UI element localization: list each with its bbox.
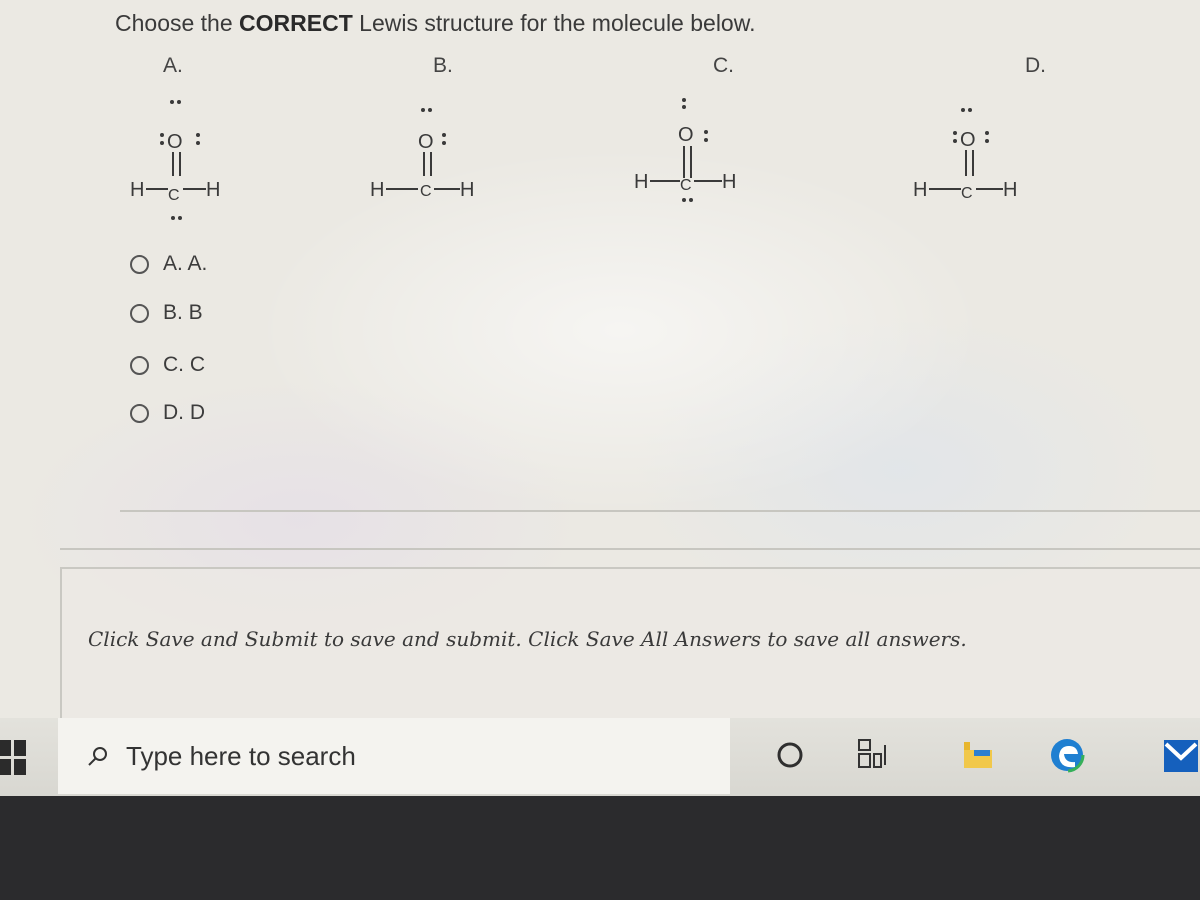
question-text: Choose the CORRECT Lewis structure for the molecule below. [115, 10, 756, 36]
svg-text:C: C [961, 185, 973, 202]
lewis-structure-a [128, 96, 248, 226]
svg-text:C: C [168, 187, 180, 204]
search-icon [86, 744, 110, 768]
divider [120, 510, 1200, 512]
svg-text:H: H [1003, 179, 1018, 201]
svg-text:O: O [960, 129, 976, 151]
windows-start-icon[interactable] [0, 738, 26, 778]
edge-icon[interactable] [1048, 736, 1086, 774]
svg-text:C: C [420, 183, 432, 200]
option-a[interactable]: A. A. [130, 249, 207, 279]
search-placeholder: Type here to search [126, 740, 356, 771]
radio-button[interactable] [130, 404, 149, 423]
svg-text:O: O [678, 124, 694, 146]
lewis-structure-b [368, 96, 488, 226]
radio-button[interactable] [130, 304, 149, 323]
svg-text:H: H [130, 179, 145, 201]
svg-text:H: H [206, 179, 221, 201]
radio-button[interactable] [130, 356, 149, 375]
question-emphasis: CORRECT [239, 10, 353, 36]
monitor-bezel [0, 796, 1200, 900]
structure-letter-a: A. [163, 54, 183, 77]
svg-text:H: H [460, 179, 475, 201]
mail-icon[interactable] [1162, 736, 1200, 776]
structure-letter-d: D. [1025, 54, 1046, 77]
structure-letter-c: C. [713, 54, 734, 77]
divider [60, 548, 1200, 550]
submit-instruction: Click Save and Submit to save and submit. Click Save All Answers to save all answers. [88, 627, 967, 651]
lewis-structure-d [903, 96, 1023, 226]
lewis-structure-c [630, 96, 750, 226]
svg-text:C: C [680, 177, 692, 194]
svg-text:H: H [722, 171, 737, 193]
structure-letter-b: B. [433, 54, 453, 77]
option-c[interactable]: C. C [130, 350, 205, 380]
cortana-icon[interactable] [775, 740, 805, 770]
svg-text:H: H [370, 179, 385, 201]
option-b[interactable]: B. B [130, 298, 203, 328]
task-view-icon[interactable] [855, 737, 889, 771]
svg-text:H: H [913, 179, 928, 201]
svg-text:O: O [167, 131, 183, 153]
taskbar-search-box[interactable] [58, 718, 730, 794]
svg-text:O: O [418, 131, 434, 153]
radio-button[interactable] [130, 255, 149, 274]
svg-text:H: H [634, 171, 649, 193]
file-explorer-icon[interactable] [962, 738, 996, 770]
option-d[interactable]: D. D [130, 398, 205, 428]
